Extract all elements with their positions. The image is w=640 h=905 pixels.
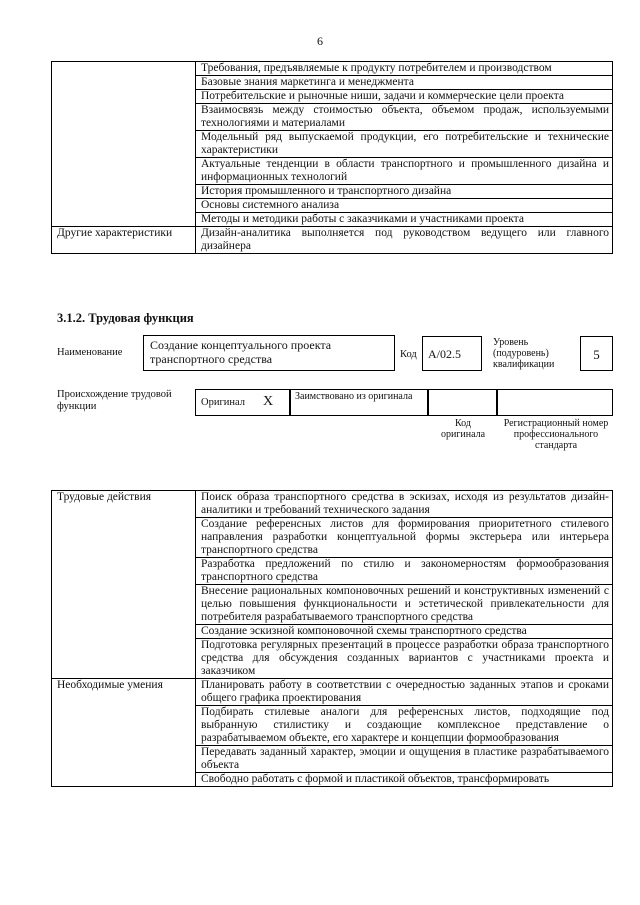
item-text-cell: Подбирать стилевые аналоги для референсных листов, подходящие под выбранную стилистику и создающие комплексное представление о разрабатываемом объекте, его характере и концепции формообразования xyxy=(196,706,613,746)
table-row xyxy=(52,62,613,76)
row-text-cell: Модельный ряд выпускаемой продукции, его потребительские и технические характеристики xyxy=(196,131,613,158)
original-code-cell xyxy=(428,389,497,416)
level-label: Уровень (подуровень) квалификации xyxy=(493,337,555,370)
row-text-cell: Актуальные тенденции в области транспортного и промышленного дизайна и информационных технологий xyxy=(196,158,613,185)
knowledge-table xyxy=(51,61,613,254)
row-text-cell: Взаимосвязь между стоимостью объекта, объемом продаж, используемыми технологиями и материалами xyxy=(196,104,613,131)
row-label-cell xyxy=(52,62,196,227)
row-text-cell: История промышленного и транспортного дизайна xyxy=(196,185,613,199)
item-text-cell: Планировать работу в соответствии с очередностью заданных этапов и сроками общего графика проектирования xyxy=(196,679,613,706)
row-text-cell: Базовые знания маркетинга и менеджмента xyxy=(196,76,613,90)
item-text-cell: Внесение рациональных компоновочных решений и конструктивных изменений с целью повышения функциональности и эстетической привлекательности для потребителя разрабатываемого транспортного средства xyxy=(196,585,613,625)
function-name-field: Создание концептуального проекта транспортного средства xyxy=(143,335,395,371)
section-title: 3.1.2. Трудовая функция xyxy=(57,311,194,325)
item-text-cell: Создание референсных листов для формирования приоритетного стилевого направления разработки концептуальной формы экстерьера или интерьера транспортного средства xyxy=(196,518,613,558)
row-text-cell: Требования, предъявляемые к продукту потребителем и производством xyxy=(196,62,613,76)
level-field: 5 xyxy=(580,336,613,371)
borrowed-cell: Заимствовано из оригинала xyxy=(290,389,428,416)
code-field: А/02.5 xyxy=(422,336,482,371)
code-caption: Код оригинала xyxy=(440,418,486,440)
table-row xyxy=(52,227,613,254)
table-row xyxy=(52,491,613,518)
row-label-cell: Другие характеристики xyxy=(52,227,196,254)
name-label: Наименование xyxy=(57,347,123,358)
row-text-cell: Основы системного анализа xyxy=(196,199,613,213)
item-text-cell: Поиск образа транспортного средства в эскизах, исходя из результатов дизайн-аналитики и требований технического задания xyxy=(196,491,613,518)
group-label-cell: Необходимые умения xyxy=(52,679,196,787)
reg-number-cell xyxy=(497,389,613,416)
row-text-cell: Потребительские и рыночные ниши, задачи и коммерческие цели проекта xyxy=(196,90,613,104)
origin-label: Происхождение трудовой функции xyxy=(57,389,172,412)
original-cell xyxy=(195,389,290,416)
row-text-cell: Дизайн-аналитика выполняется под руководством ведущего или главного дизайнера xyxy=(196,227,613,254)
group-label-cell: Трудовые действия xyxy=(52,491,196,679)
reg-caption: Регистрационный номер профессионального стандарта xyxy=(503,418,609,451)
original-mark: X xyxy=(263,394,274,409)
item-text-cell: Передавать заданный характер, эмоции и ощущения в пластике разрабатываемого объекта xyxy=(196,746,613,773)
item-text-cell: Свободно работать с формой и пластикой объектов, трансформировать xyxy=(196,773,613,787)
table-row xyxy=(52,679,613,706)
code-label: Код xyxy=(400,349,417,360)
item-text-cell: Создание эскизной компоновочной схемы транспортного средства xyxy=(196,625,613,639)
page-number: 6 xyxy=(317,34,323,48)
item-text-cell: Подготовка регулярных презентаций в процессе разработки образа транспортного средства для обсуждения созданных вариантов с участниками проекта и заказчиком xyxy=(196,639,613,679)
function-details-table xyxy=(51,490,613,787)
item-text-cell: Разработка предложений по стилю и закономерностям формообразования транспортного средства xyxy=(196,558,613,585)
original-label: Оригинал xyxy=(201,397,245,408)
row-text-cell: Методы и методики работы с заказчиками и участниками проекта xyxy=(196,213,613,227)
